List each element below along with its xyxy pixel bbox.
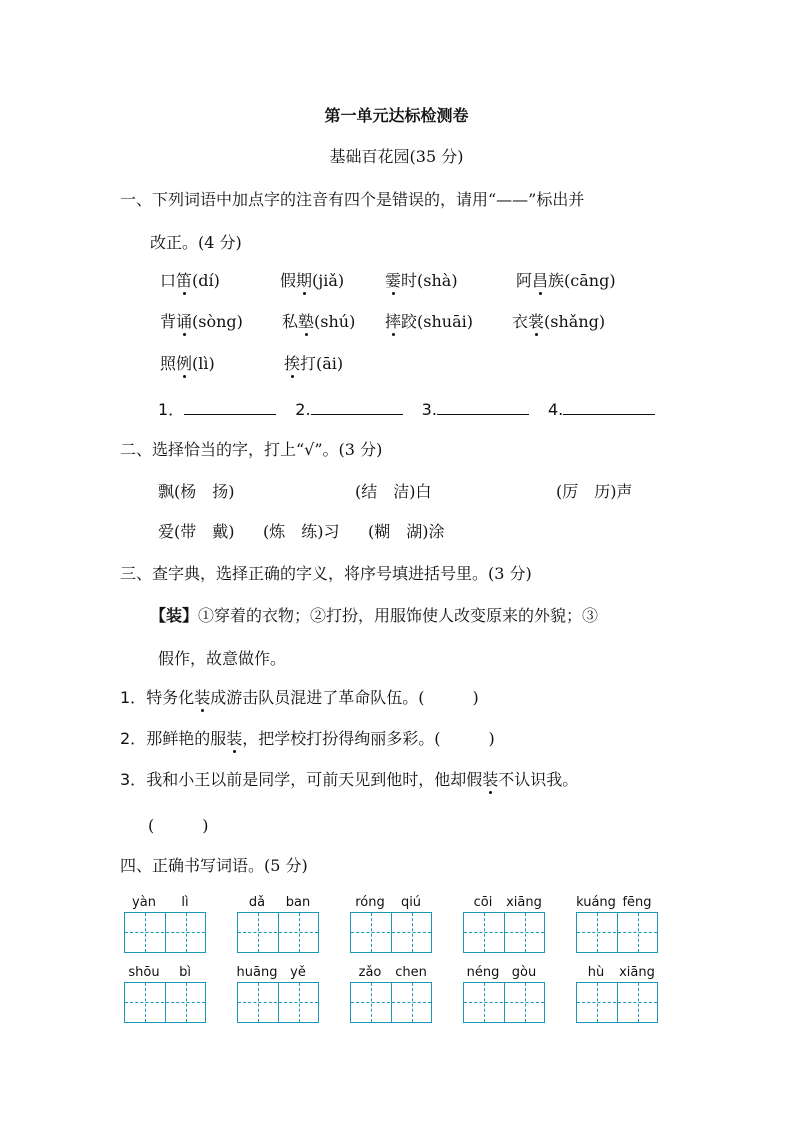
grid-guide (597, 983, 598, 1022)
grid-guide (238, 1002, 318, 1003)
grid-guide (371, 913, 372, 952)
grid-guide (186, 983, 187, 1022)
pinyin-label: shōu (128, 965, 160, 980)
grid-guide (577, 932, 657, 933)
grid-guide (597, 913, 598, 952)
pinyin-label: hù (587, 965, 605, 980)
grid-guide (464, 932, 544, 933)
grid-guide (258, 913, 259, 952)
writing-grid-box[interactable] (576, 912, 658, 953)
pinyin-label: cōi (473, 895, 493, 910)
grid-guide (484, 983, 485, 1022)
grid-guide (186, 913, 187, 952)
grid-guide (351, 1002, 431, 1003)
answer-blank-3[interactable] (437, 400, 529, 415)
grid-guide (464, 1002, 544, 1003)
q3-definition-line2: 假作，故意做作。 (158, 649, 287, 668)
q2-choice[interactable]: (糊 湖)涂 (368, 522, 445, 541)
q1-word-item: 口笛(dí) (160, 271, 220, 290)
writing-grid-box[interactable] (237, 982, 319, 1023)
answer-blank-2[interactable] (311, 400, 403, 415)
section-subtitle: 基础百花园(35 分) (329, 147, 464, 166)
q4-heading: 四、正确书写词语。(5 分) (120, 856, 308, 875)
q1-heading: 一、下列词语中加点字的注音有四个是错误的，请用“——”标出并 (120, 190, 585, 209)
grid-guide (299, 983, 300, 1022)
writing-grid-box[interactable] (237, 912, 319, 953)
writing-grid-box[interactable] (463, 912, 545, 953)
writing-grid-box[interactable] (463, 982, 545, 1023)
pinyin-label: xiāng (619, 965, 655, 980)
q1-word-item: 挨打(āi) (284, 354, 344, 373)
grid-guide (299, 913, 300, 952)
q2-choice[interactable]: (炼 练)习 (263, 522, 340, 541)
grid-guide (525, 913, 526, 952)
grid-guide (125, 932, 205, 933)
blank-label-1: 1． (158, 400, 185, 419)
writing-grid-box[interactable] (350, 982, 432, 1023)
writing-grid-box[interactable] (350, 912, 432, 953)
blank-label-2: 2. (295, 400, 311, 419)
writing-grid-box[interactable] (124, 982, 206, 1023)
pinyin-label: qiú (400, 895, 422, 910)
q1-word-item: 阿昌族(cāng) (516, 271, 616, 290)
q3-sentence-3: 3．我和小王以前是同学，可前天见到他时，他却假装不认识我。 (120, 770, 579, 789)
pinyin-label: bì (179, 965, 191, 980)
pinyin-label: yě (290, 965, 306, 980)
pinyin-label: zǎo (358, 965, 382, 980)
grid-guide (577, 1002, 657, 1003)
q1-word-item: 衣裳(shǎng) (512, 312, 606, 331)
pinyin-label: lì (181, 895, 189, 910)
q2-choice[interactable]: 爱(带 戴) (158, 522, 235, 541)
grid-guide (125, 1002, 205, 1003)
grid-guide (351, 932, 431, 933)
answer-blank-4[interactable] (563, 400, 655, 415)
definition-text: ①穿着的衣物；②打扮，用服饰使人改变原来的外貌；③ (198, 606, 599, 625)
writing-grid-box[interactable] (124, 912, 206, 953)
q1-answer-blanks (158, 400, 655, 418)
q1-word-item: 假期(jiǎ) (280, 271, 345, 290)
answer-blank-1[interactable] (184, 400, 276, 415)
grid-guide (638, 913, 639, 952)
q3-heading: 三、查字典，选择正确的字义，将序号填进括号里。(3 分) (120, 564, 532, 583)
q1-heading-line2: 改正。(4 分) (150, 233, 242, 252)
grid-guide (525, 983, 526, 1022)
q2-choice[interactable]: (厉 历)声 (556, 482, 633, 501)
q2-choice[interactable]: 飘(杨 扬) (158, 482, 235, 501)
pinyin-label: xiāng (506, 895, 542, 910)
pinyin-label: chen (395, 965, 427, 980)
blank-label-4: 4. (548, 400, 564, 419)
pinyin-label: róng (355, 895, 385, 910)
page-title: 第一单元达标检测卷 (324, 106, 469, 125)
pinyin-label: néng (466, 965, 500, 980)
blank-label-3: 3. (421, 400, 437, 419)
pinyin-label: ban (285, 895, 311, 910)
definition-key: 【装】 (150, 606, 199, 625)
pinyin-label: kuáng (576, 895, 616, 910)
q2-choice[interactable]: (结 洁)白 (355, 482, 432, 501)
pinyin-label: fēng (622, 895, 652, 910)
q2-heading: 二、选择恰当的字，打上“√”。(3 分) (120, 440, 383, 459)
q1-word-item: 私塾(shú) (282, 312, 356, 331)
grid-guide (371, 983, 372, 1022)
grid-guide (412, 983, 413, 1022)
q3-definition (150, 608, 598, 624)
grid-guide (258, 983, 259, 1022)
grid-guide (145, 913, 146, 952)
grid-guide (638, 983, 639, 1022)
pinyin-label: yàn (132, 895, 156, 910)
grid-guide (484, 913, 485, 952)
q1-word-item: 摔跤(shuāi) (385, 312, 473, 331)
grid-guide (238, 932, 318, 933)
grid-guide (145, 983, 146, 1022)
q3-sentence-1: 1．特务化装成游击队员混进了革命队伍。( ) (120, 688, 479, 707)
grid-guide (412, 913, 413, 952)
q1-word-item: 照例(lì) (160, 354, 215, 373)
q1-word-item: 霎时(shà) (385, 271, 458, 290)
q3-answer-paren[interactable]: ( ) (148, 816, 209, 835)
pinyin-label: gòu (511, 965, 537, 980)
pinyin-label: huāng (236, 965, 278, 980)
q1-word-item: 背诵(sòng) (160, 312, 243, 331)
q3-sentence-2: 2．那鲜艳的服装，把学校打扮得绚丽多彩。( ) (120, 729, 495, 748)
pinyin-label: dǎ (248, 895, 266, 910)
writing-grid-box[interactable] (576, 982, 658, 1023)
